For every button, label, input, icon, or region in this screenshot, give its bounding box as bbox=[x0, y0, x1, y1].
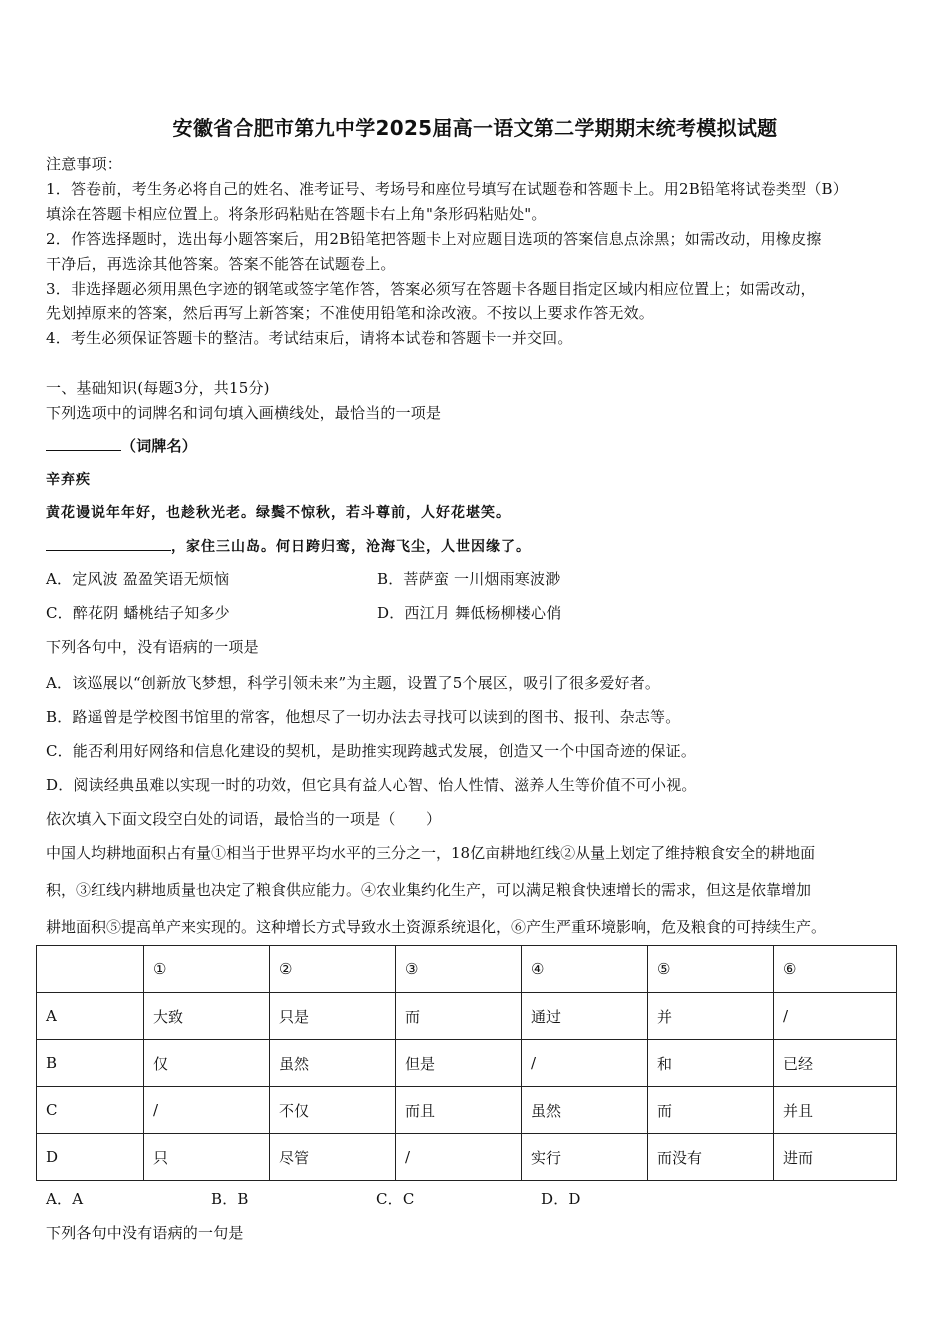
table-header-cell: ③ bbox=[396, 946, 522, 993]
answer-choice-d: D．D bbox=[541, 1190, 581, 1208]
table-row bbox=[37, 1134, 897, 1181]
table-cell: 只 bbox=[144, 1134, 270, 1181]
table-cell: C bbox=[37, 1087, 144, 1134]
table-cell: 已经 bbox=[774, 1040, 897, 1087]
option-c: C．醉花阴 蟠桃结子知多少 bbox=[46, 604, 230, 622]
table-header-cell: ⑥ bbox=[774, 946, 897, 993]
table-cell: 并 bbox=[648, 993, 774, 1040]
table-cell: 并且 bbox=[774, 1087, 897, 1134]
notice-line: 先划掉原来的答案，然后再写上新答案；不准使用铅笔和涂改液。不按以上要求作答无效。 bbox=[46, 304, 655, 322]
table-header-cell: ① bbox=[144, 946, 270, 993]
question-stem: 下列各句中，没有语病的一项是 bbox=[46, 638, 259, 656]
notice-heading: 注意事项： bbox=[46, 155, 123, 173]
table-header-cell bbox=[37, 946, 144, 993]
notice-line: 3．非选择题必须用黑色字迹的钢笔或签字笔作答，答案必须写在答题卡各题目指定区域内相应位置上；如需改动， bbox=[46, 280, 816, 298]
answer-choice-b: B．B bbox=[211, 1190, 249, 1208]
table-cell: 而 bbox=[648, 1087, 774, 1134]
option-b: B．路遥曾是学校图书馆里的常客，他想尽了一切办法去寻找可以读到的图书、报刊、杂志等。 bbox=[46, 708, 681, 726]
table-cell: / bbox=[396, 1134, 522, 1181]
table-cell: 但是 bbox=[396, 1040, 522, 1087]
page-title: 安徽省合肥市第九中学2025届高一语文第二学期期末统考模拟试题 bbox=[172, 116, 778, 140]
passage-line: 耕地面积⑤提高单产来实现的。这种增长方式导致水土资源系统退化，⑥产生严重环境影响，危及粮食的可持续生产。 bbox=[46, 918, 827, 936]
poem-line-with-blank bbox=[46, 536, 531, 556]
option-a: A．定风波 盈盈笑语无烦恼 bbox=[46, 570, 230, 588]
table-cell: 虽然 bbox=[270, 1040, 396, 1087]
table-cell: 虽然 bbox=[522, 1087, 648, 1134]
section-heading: 一、基础知识(每题3分，共15分) bbox=[46, 379, 270, 397]
question-stem: 依次填入下面文段空白处的词语，最恰当的一项是（ ） bbox=[46, 810, 442, 828]
table-cell: A bbox=[37, 993, 144, 1040]
table-cell: 进而 bbox=[774, 1134, 897, 1181]
option-c: C．能否利用好网络和信息化建设的契机，是助推实现跨越式发展，创造又一个中国奇迹的保证。 bbox=[46, 742, 697, 760]
table-cell: 尽管 bbox=[270, 1134, 396, 1181]
table-cell: 仅 bbox=[144, 1040, 270, 1087]
option-a: A．该巡展以“创新放飞梦想，科学引领未来”为主题，设置了5个展区，吸引了很多爱好者。 bbox=[46, 674, 661, 692]
passage-line: 中国人均耕地面积占有量①相当于世界平均水平的三分之一，18亿亩耕地红线②从量上划定了维持粮食安全的耕地面 bbox=[46, 844, 816, 862]
poem-line: ，家住三山岛。何日跨归鸾，沧海飞尘，人世因缘了。 bbox=[171, 539, 531, 555]
option-d: D．阅读经典虽难以实现一时的功效，但它具有益人心智、怡人性情、滋养人生等价值不可小视。 bbox=[46, 776, 697, 794]
table-cell: D bbox=[37, 1134, 144, 1181]
table-cell: 实行 bbox=[522, 1134, 648, 1181]
question-stem: 下列选项中的词牌名和词句填入画横线处，最恰当的一项是 bbox=[46, 404, 442, 422]
table-header-cell: ④ bbox=[522, 946, 648, 993]
answer-blank bbox=[46, 536, 171, 551]
table-cell: 通过 bbox=[522, 993, 648, 1040]
answer-options-table bbox=[36, 945, 897, 1181]
table-header-cell: ② bbox=[270, 946, 396, 993]
table-cell: B bbox=[37, 1040, 144, 1087]
blank-label: （词牌名） bbox=[121, 437, 198, 455]
table-row bbox=[37, 1087, 897, 1134]
table-header-cell: ⑤ bbox=[648, 946, 774, 993]
table-cell: 大致 bbox=[144, 993, 270, 1040]
cipai-blank-line bbox=[46, 435, 197, 456]
table-row bbox=[37, 1040, 897, 1087]
answer-choice-a: A．A bbox=[46, 1190, 84, 1208]
table-cell: 和 bbox=[648, 1040, 774, 1087]
table-cell: 只是 bbox=[270, 993, 396, 1040]
poem-line: 黄花谩说年年好，也趁秋光老。绿鬓不惊秋，若斗尊前，人好花堪笑。 bbox=[46, 505, 511, 521]
table-cell: / bbox=[522, 1040, 648, 1087]
option-d: D．西江月 舞低杨柳楼心俏 bbox=[377, 604, 562, 622]
table-header-row bbox=[37, 946, 897, 993]
table-cell: / bbox=[144, 1087, 270, 1134]
answer-blank bbox=[46, 436, 121, 451]
table-cell: / bbox=[774, 993, 897, 1040]
answer-choices bbox=[46, 1188, 746, 1208]
poem-author: 辛弃疾 bbox=[46, 472, 91, 488]
passage-line: 积，③红线内耕地质量也决定了粮食供应能力。④农业集约化生产，可以满足粮食快速增长的需求，但这是依靠增加 bbox=[46, 881, 812, 899]
option-b: B．菩萨蛮 一川烟雨寒波渺 bbox=[377, 570, 561, 588]
question-stem: 下列各句中没有语病的一句是 bbox=[46, 1224, 244, 1242]
notice-line: 4．考生必须保证答题卡的整洁。考试结束后，请将本试卷和答题卡一并交回。 bbox=[46, 329, 573, 347]
table-row bbox=[37, 993, 897, 1040]
notice-line: 填涂在答题卡相应位置上。将条形码粘贴在答题卡右上角"条形码粘贴处"。 bbox=[46, 205, 547, 223]
answer-choice-c: C．C bbox=[376, 1190, 415, 1208]
table-cell: 不仅 bbox=[270, 1087, 396, 1134]
notice-line: 干净后，再选涂其他答案。答案不能答在试题卷上。 bbox=[46, 255, 396, 273]
notice-line: 1．答卷前，考生务必将自己的姓名、准考证号、考场号和座位号填写在试题卷和答题卡上。用2B铅笔将试卷类型（B） bbox=[46, 180, 848, 198]
table-cell: 而且 bbox=[396, 1087, 522, 1134]
notice-line: 2．作答选择题时，选出每小题答案后，用2B铅笔把答题卡上对应题目选项的答案信息点涂黑；如需改动，用橡皮擦 bbox=[46, 230, 822, 248]
table-cell: 而没有 bbox=[648, 1134, 774, 1181]
table-cell: 而 bbox=[396, 993, 522, 1040]
